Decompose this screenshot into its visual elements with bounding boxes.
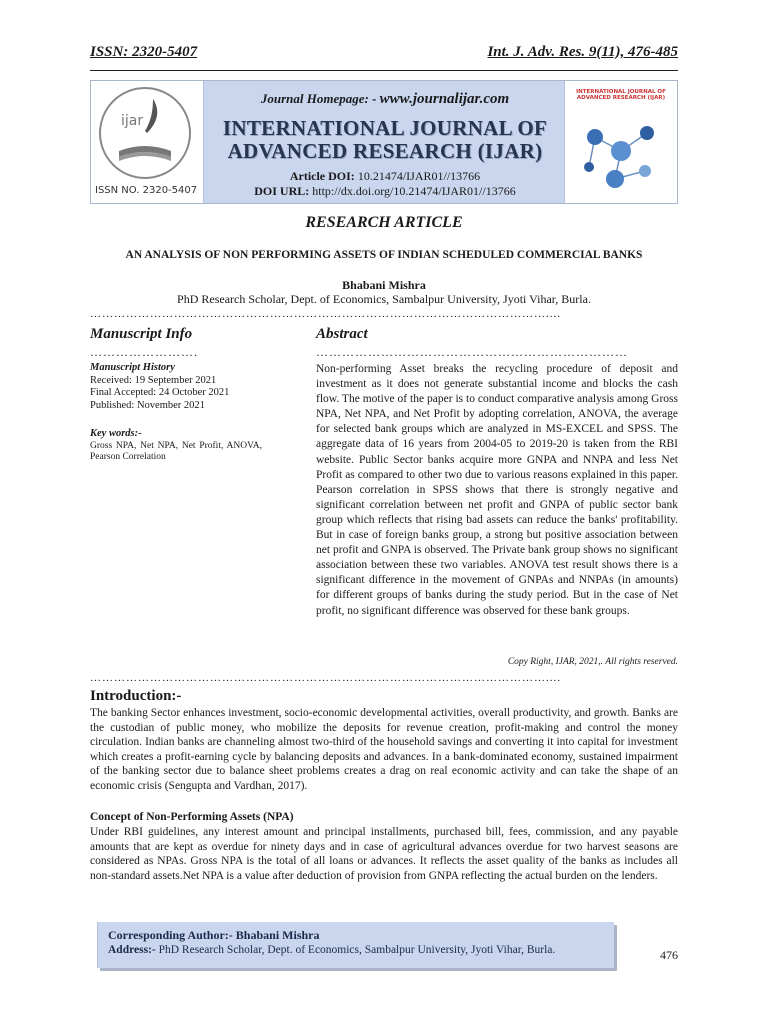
- manuscript-dots: …………………….: [90, 345, 198, 359]
- journal-title-line2: ADVANCED RESEARCH (IJAR): [227, 139, 543, 163]
- introduction-heading: Introduction:-: [90, 688, 182, 704]
- homepage-label: Journal Homepage: -: [260, 91, 377, 106]
- doi-block: [203, 169, 567, 199]
- article-title: AN ANALYSIS OF NON PERFORMING ASSETS OF INDIAN SCHEDULED COMMERCIAL BANKS: [125, 249, 643, 261]
- author-address: [108, 944, 555, 956]
- issn-header: ISSN: 2320-5407: [90, 44, 198, 60]
- address-text: PhD Research Scholar, Dept. of Economics, Sambalpur University, Jyoti Vihar, Burla.: [158, 944, 556, 956]
- history-label: Manuscript History: [90, 362, 175, 373]
- journal-title: [203, 117, 567, 163]
- page-number: 476: [660, 948, 678, 962]
- corresponding-author: Corresponding Author:- Bhabani Mishra: [108, 928, 320, 942]
- address-label: Address:-: [108, 944, 156, 956]
- author-name: Bhabani Mishra: [342, 278, 426, 292]
- manuscript-history: [90, 362, 262, 412]
- accepted-date: Final Accepted: 24 October 2021: [90, 387, 230, 398]
- article-type: RESEARCH ARTICLE: [305, 214, 463, 231]
- published-date: Published: November 2021: [90, 399, 205, 411]
- journal-logo: [91, 81, 204, 203]
- divider-dots-bottom: ……………………………………………………………………………………………………....: [90, 672, 561, 684]
- doi-url-label: DOI URL:: [254, 184, 310, 198]
- journal-homepage: [203, 91, 567, 108]
- corresponding-author-box: [97, 922, 614, 968]
- keywords-block: [90, 428, 262, 464]
- header-rule: [90, 70, 678, 71]
- logo-text: ijar: [121, 113, 144, 129]
- doi-url-link[interactable]: http://dx.doi.org/10.21474/IJAR01//13766: [312, 184, 516, 198]
- logo-issn: ISSN NO. 2320-5407: [95, 185, 198, 196]
- journal-cover-thumbnail: [564, 81, 677, 203]
- npa-concept-paragraph: Under RBI guidelines, any interest amount and principal installments, purchased bill, fees, commission, and any payable amounts that are kept as overdue for ninety days and in case of agricultural advances overdue for two harvest seasons are considered as NPAs. Gross NPA is the total of all loans or advances. It reflects the asset quality of the banks as includes all non-standard assets.Net NPA is a value after deduction of provision from GNPA reflecting the actual burden on the lenders.: [90, 826, 678, 882]
- homepage-link[interactable]: www.journalijar.com: [379, 91, 510, 107]
- copyright-notice: Copy Right, IJAR, 2021,. All rights reserved.: [507, 657, 678, 667]
- journal-reference: Int. J. Adv. Res. 9(11), 476-485: [487, 44, 678, 60]
- divider-dots-top: ……………………………………………………………………………………………………....: [90, 308, 561, 320]
- keywords-label: Key words:-: [90, 428, 142, 439]
- received-date: Received: 19 September 2021: [90, 374, 217, 386]
- cover-title: INTERNATIONAL JOURNAL OF ADVANCED RESEARCH (IJAR): [576, 89, 666, 101]
- quill-book-icon: [101, 89, 189, 177]
- author-affiliation: PhD Research Scholar, Dept. of Economics, Sambalpur University, Jyoti Vihar, Burla.: [177, 292, 591, 306]
- introduction-paragraph: The banking Sector enhances investment, socio-economic developmental activities, overall productivity, and growth. Banks are the custodian of public money, who mobilize the deposits for revenue creation, profit-making and control the money circulation. Indian banks are channeling almost two-third of the household savings and converting it into capital for investment which creates a profit-earning cycle by balancing deposits and advances. In a bank-dominated economy, sustained impairment of the banking sector due to balance sheet problems creates a drag on real economic activity and can take the shape of an economic crisis (Sengupta and Vardhan, 2017).: [90, 707, 678, 792]
- npa-concept-heading: Concept of Non-Performing Assets (NPA): [90, 811, 294, 823]
- article-doi-label: Article DOI:: [289, 169, 355, 183]
- keywords-list: Gross NPA, Net NPA, Net Profit, ANOVA, Pearson Correlation: [90, 440, 262, 462]
- journal-banner: [90, 80, 678, 204]
- logo-emblem: [99, 87, 191, 179]
- molecule-icon: [575, 107, 667, 197]
- article-doi: 10.21474/IJAR01//13766: [357, 169, 481, 183]
- abstract-text: Non-performing Asset breaks the recycling procedure of deposit and investment as it does not generate substantial income and blocks the cash flow. The motive of the paper is to conduct comparative analysis among Gross NPA, Net NPA, and Net Profit by adopting correlation, ANOVA, the average for selected bank groups which are analyzed in MS-EXCEL and SPSS. The aggregate data of 16 years from 2004-05 to 2019-20 is taken from the RBI website. Public Sector banks acquire more GNPA and NNPA and less Net Profit as compared to other two due to various reasons explained in this paper. Pearson correlation in SPSS shows that there is strongly negative and significant correlation between net profit and GNPA of public sector bank group which reflects that rising bad assets can reduce the banks' profitability. But in case of foreign banks group, a strong but positive association between net profit and GNPA is observed. The Private bank group shows no significant association between these two variables. ANOVA test result shows there is a significant difference in the movement of GNPAs and NNPAs (in amounts) for different groups of banks during the study period. But in the case of Net profit, no significant difference was observed for these bank groups.: [316, 363, 678, 617]
- abstract-heading: Abstract: [316, 326, 368, 342]
- journal-title-line1: INTERNATIONAL JOURNAL OF: [222, 116, 548, 140]
- manuscript-info-heading: Manuscript Info: [90, 326, 193, 342]
- abstract-dots: ………………………………………………………………: [316, 345, 628, 359]
